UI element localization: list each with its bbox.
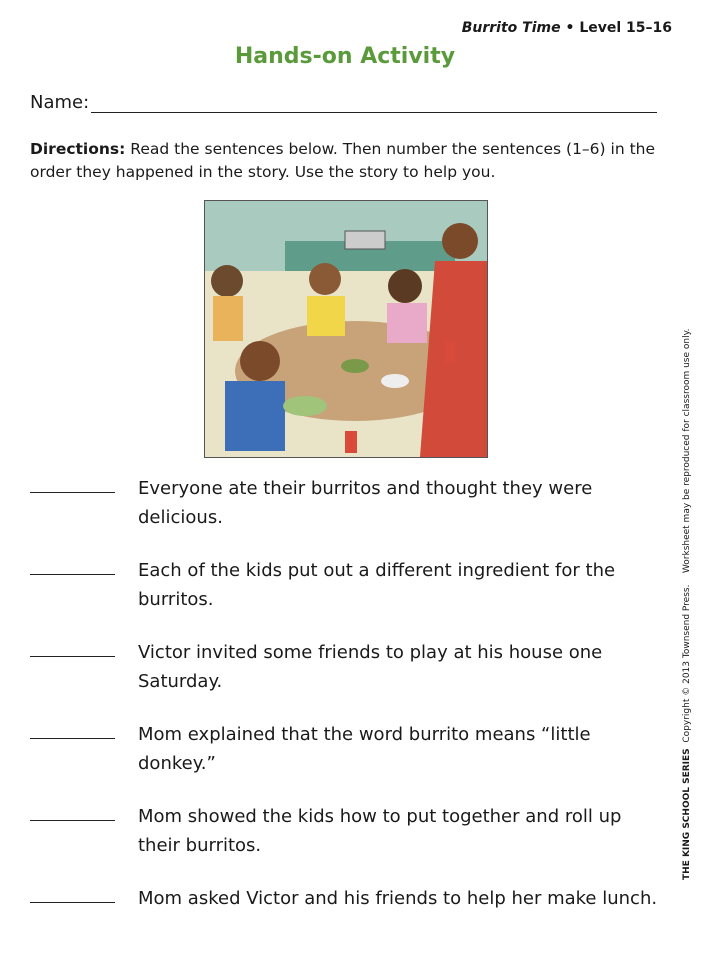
answer-blank[interactable] [30, 638, 115, 657]
answer-blank[interactable] [30, 802, 115, 821]
sentence-text: Victor invited some friends to play at his house one Saturday. [138, 642, 603, 692]
series-logo: THE KING SCHOOL SERIES [682, 748, 692, 880]
sentence-text: Mom asked Victor and his friends to help her make lunch. [138, 888, 658, 909]
sentence-text: Mom showed the kids how to put together and roll up their burritos. [138, 806, 622, 856]
answer-blank[interactable] [30, 720, 115, 739]
directions-label: Directions: [30, 140, 126, 158]
name-field [30, 92, 657, 113]
answer-blank[interactable] [30, 884, 115, 903]
sentence-item [30, 720, 668, 778]
copyright-text: Copyright © 2013 Townsend Press. [682, 584, 692, 743]
answer-blank[interactable] [30, 474, 115, 493]
sentence-item [30, 884, 668, 913]
illustration [204, 200, 488, 458]
sentence-item [30, 556, 668, 614]
answer-blank[interactable] [30, 556, 115, 575]
bullet: • [565, 20, 575, 36]
copyright-footer [682, 328, 692, 880]
sentence-item [30, 638, 668, 696]
name-line[interactable] [91, 96, 657, 113]
directions-text: Read the sentences below. Then number the sentences (1–6) in the order they happened in the story. Use the story to help you. [30, 140, 656, 181]
sentence-item [30, 474, 668, 532]
name-label: Name: [30, 92, 90, 113]
book-header [462, 20, 672, 36]
sentence-item [30, 802, 668, 860]
sentence-text: Mom explained that the word burrito means “little donkey.” [138, 724, 591, 774]
sentence-text: Each of the kids put out a different ingredient for the burritos. [138, 560, 616, 610]
directions [30, 138, 670, 184]
reproduction-notice: Worksheet may be reproduced for classroom use only. [682, 328, 692, 574]
page-title: Hands-on Activity [234, 44, 456, 69]
book-title: Burrito Time [461, 20, 561, 36]
level-label: Level 15–16 [579, 20, 672, 36]
sentence-text: Everyone ate their burritos and thought they were delicious. [138, 478, 593, 528]
